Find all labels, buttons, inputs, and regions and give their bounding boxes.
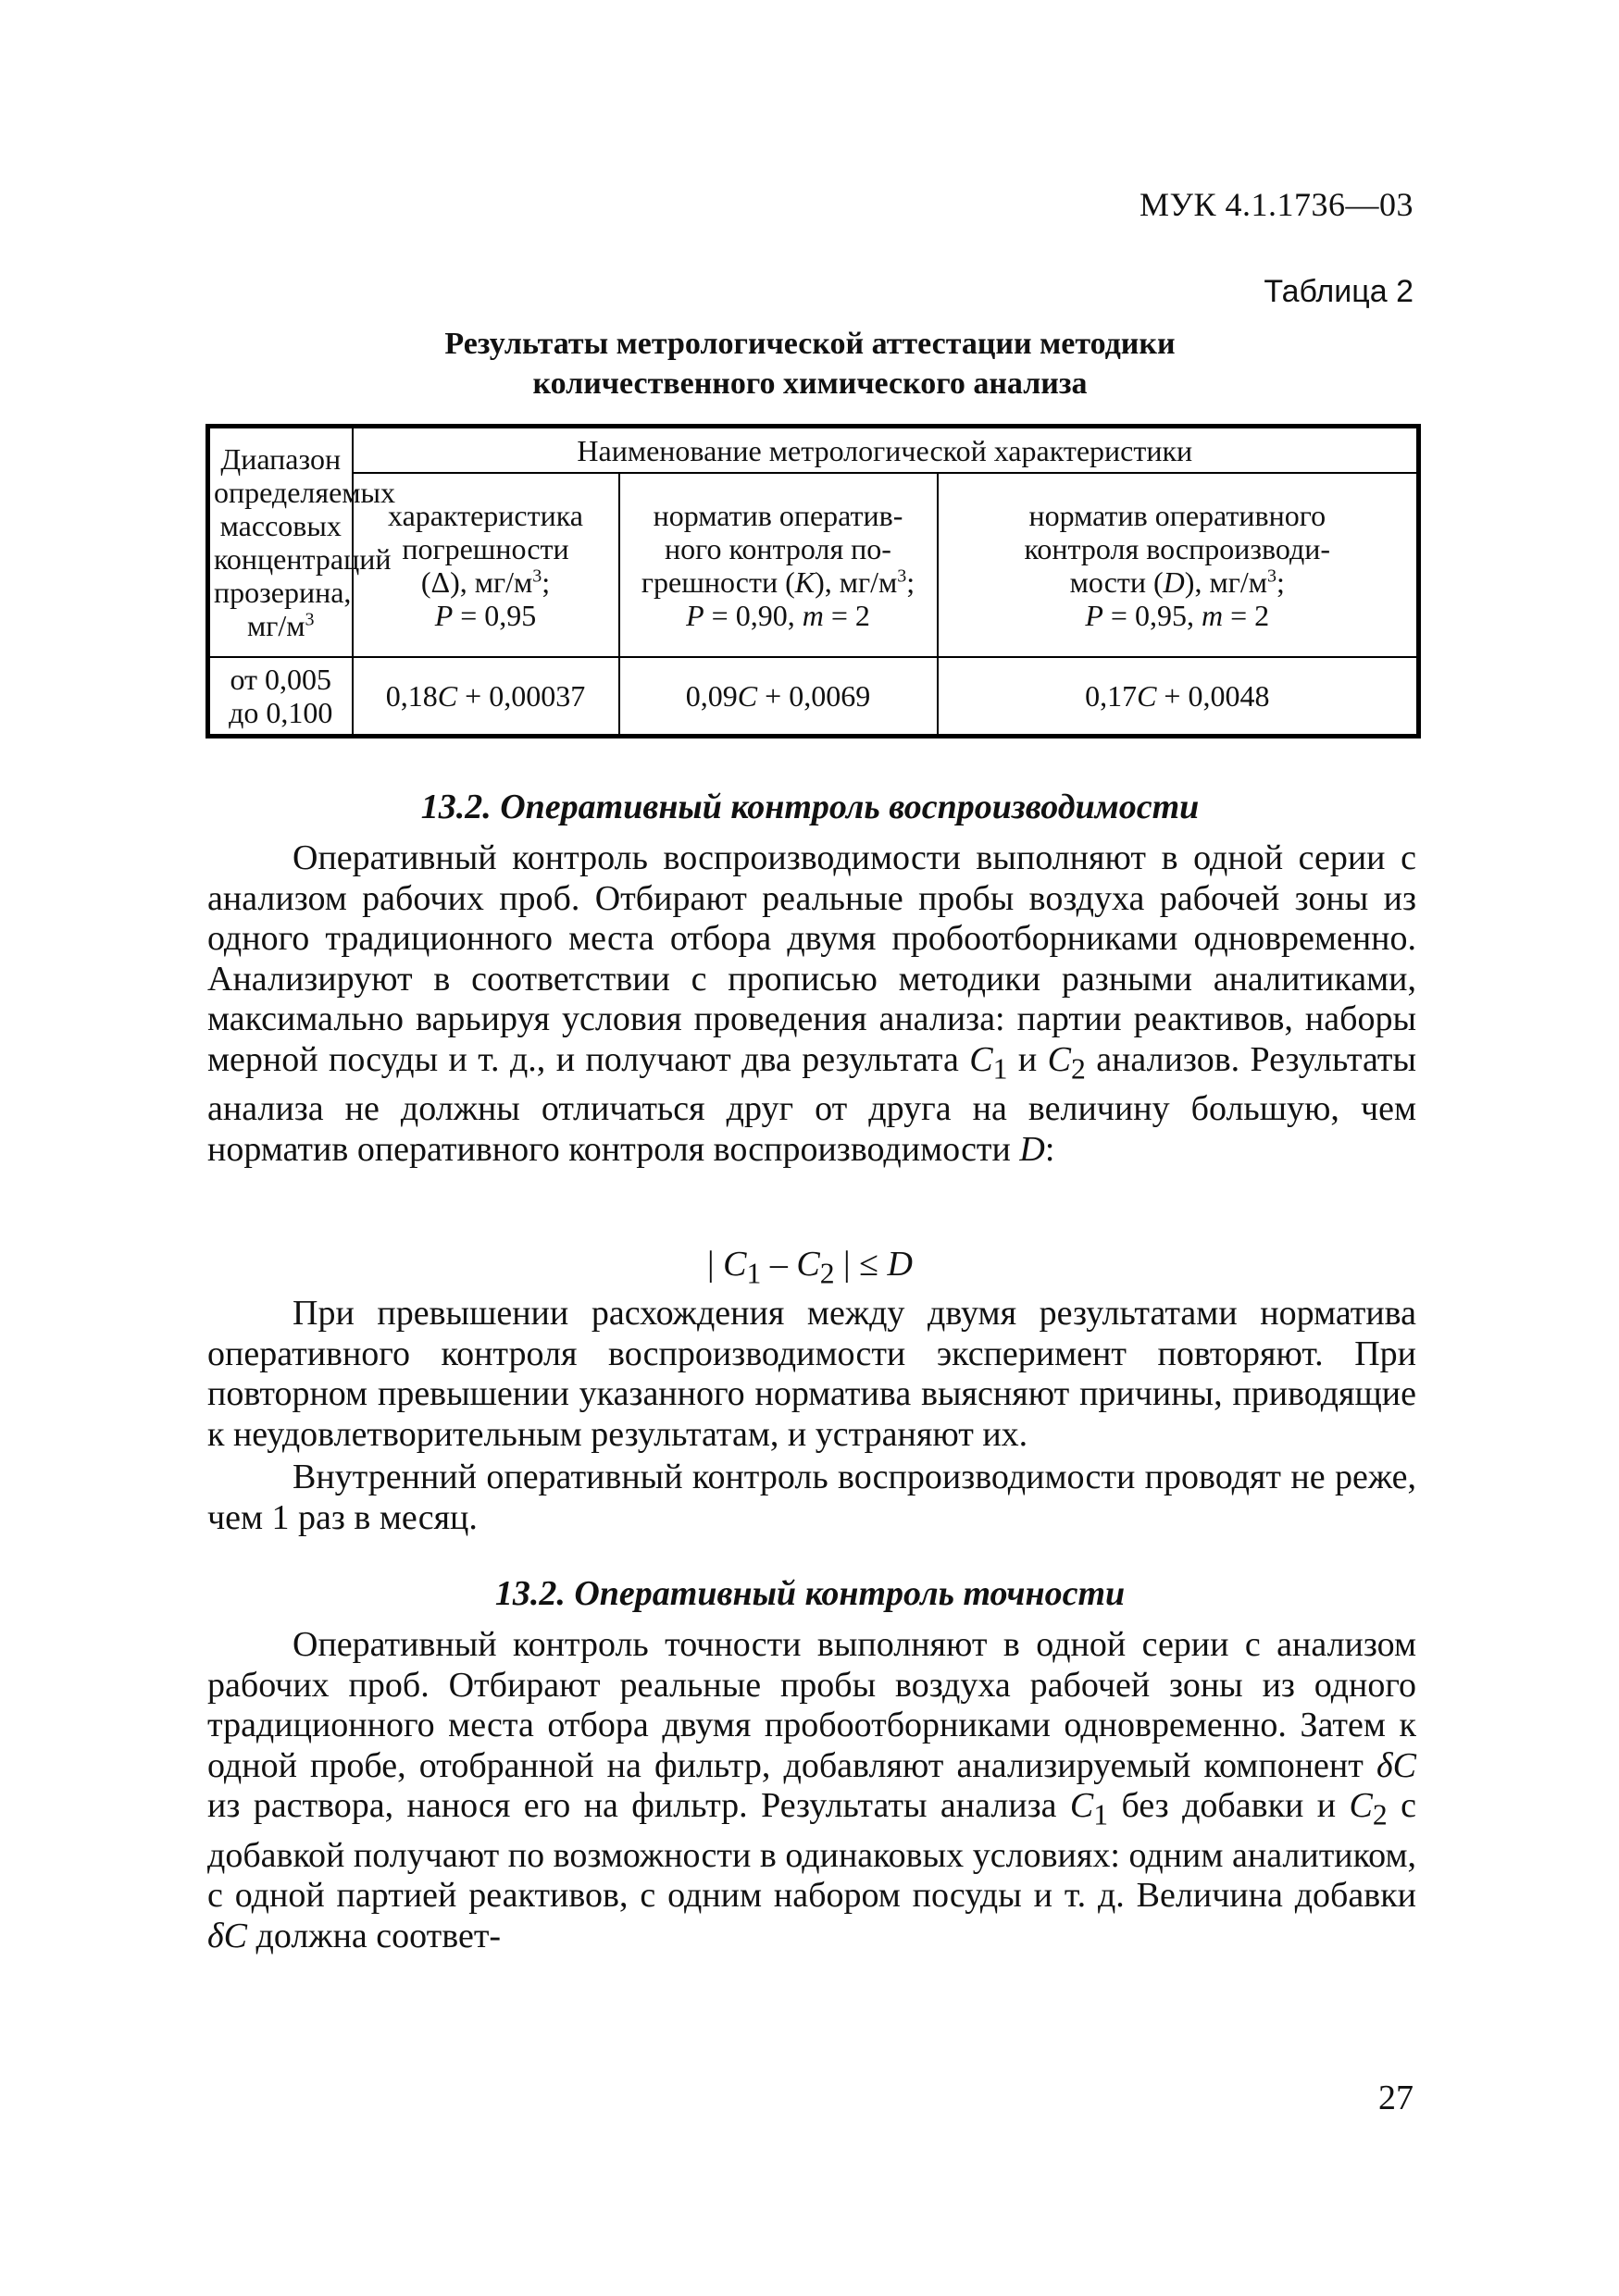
group-header-cell: Наименование метрологической характеристики [353, 427, 1419, 474]
reproducibility-norm-value: 0,17C + 0,0048 [938, 657, 1419, 736]
section-title-reproducibility: 13.2. Оперативный контроль воспроизводимости [420, 788, 1200, 826]
section-title-accuracy: 13.2. Оперативный контроль точности [494, 1574, 1126, 1613]
table-title [204, 324, 1416, 403]
table-title-line-2: количественного химического анализа [532, 366, 1088, 401]
table-title-line-1: Результаты метрологической аттестации методики [444, 327, 1176, 361]
page-number: 27 [1378, 2079, 1414, 2117]
table-label: Таблица 2 [1264, 274, 1414, 309]
reproducibility-norm-header: норматив оперативного контроля воспроизводи- мости (D), $мг/м^3$; P = 0,95, m = 2 [938, 473, 1419, 657]
error-control-norm-value: 0,09C + 0,0069 [619, 657, 938, 736]
range-cell: от 0,005 до 0,100 [208, 657, 353, 736]
paragraph-accuracy-1: Оперативный контроль точности выполняют в одной серии с анализом рабочих проб. Отбирают реальные пробы воздуха рабочей зоны из одного традиционного места отбора двумя пробоотборниками одновременно. Затем к одной пробе, отобранной на фильтр, добавляют анализируемый компонент δC из раствора, нанося его на фильтр. Результаты анализа $C_1$ без добавки и $C_2$ с добавкой получают по возможности в одинаковых условиях: одним аналитиком, с одной партией реактивов, с одним набором посуды и т. д. Величина добавки δC должна соответ- [207, 1625, 1416, 1955]
error-characteristic-value: 0,18C + 0,00037 [353, 657, 619, 736]
paragraph-reproducibility-1: Оперативный контроль воспроизводимости выполняют в одной серии с анализом рабочих проб. Отбирают реальные пробы воздуха рабочей зоны из одного традиционного места отбора двумя пробоотборниками одновременно. Анализируют в соответствии с прописью методики разными аналитиками, максимально варьируя условия проведения анализа: партии реактивов, наборы мерной посуды и т. д., и получают два результата $C_1$ и $C_2$ анализов. Результаты анализа не должны отличаться друг от друга на величину большую, чем норматив оперативного контроля воспроизводимости D: [207, 838, 1416, 1169]
error-control-norm-header: норматив оператив- ного контроля по- грешности (K), $мг/м^3$; P = 0,90, m = 2 [619, 473, 938, 657]
paragraph-reproducibility-3: Внутренний оперативный контроль воспроизводимости проводят не реже, чем 1 раз в месяц. [207, 1458, 1416, 1537]
range-header-cell: Диапазон определяемых массовых концентраций прозерина, $мг/м^3$ [208, 427, 353, 658]
reproducibility-formula: | $C_1 - C_2$ | ≤ D [707, 1245, 913, 1290]
error-characteristic-header: характеристика погрешности (Δ), $мг/м^3$; P = 0,95 [353, 473, 619, 657]
document-code: МУК 4.1.1736—03 [1139, 186, 1414, 223]
table-row [208, 657, 1419, 736]
paragraph-reproducibility-2: При превышении расхождения между двумя результатами норматива оперативного контроля воспроизводимости эксперимент повторяют. При повторном превышении указанного норматива выясняют причины, приводящие к неудовлетворительным результатам, и устраняют их. [207, 1294, 1416, 1454]
metrology-table [205, 424, 1421, 738]
